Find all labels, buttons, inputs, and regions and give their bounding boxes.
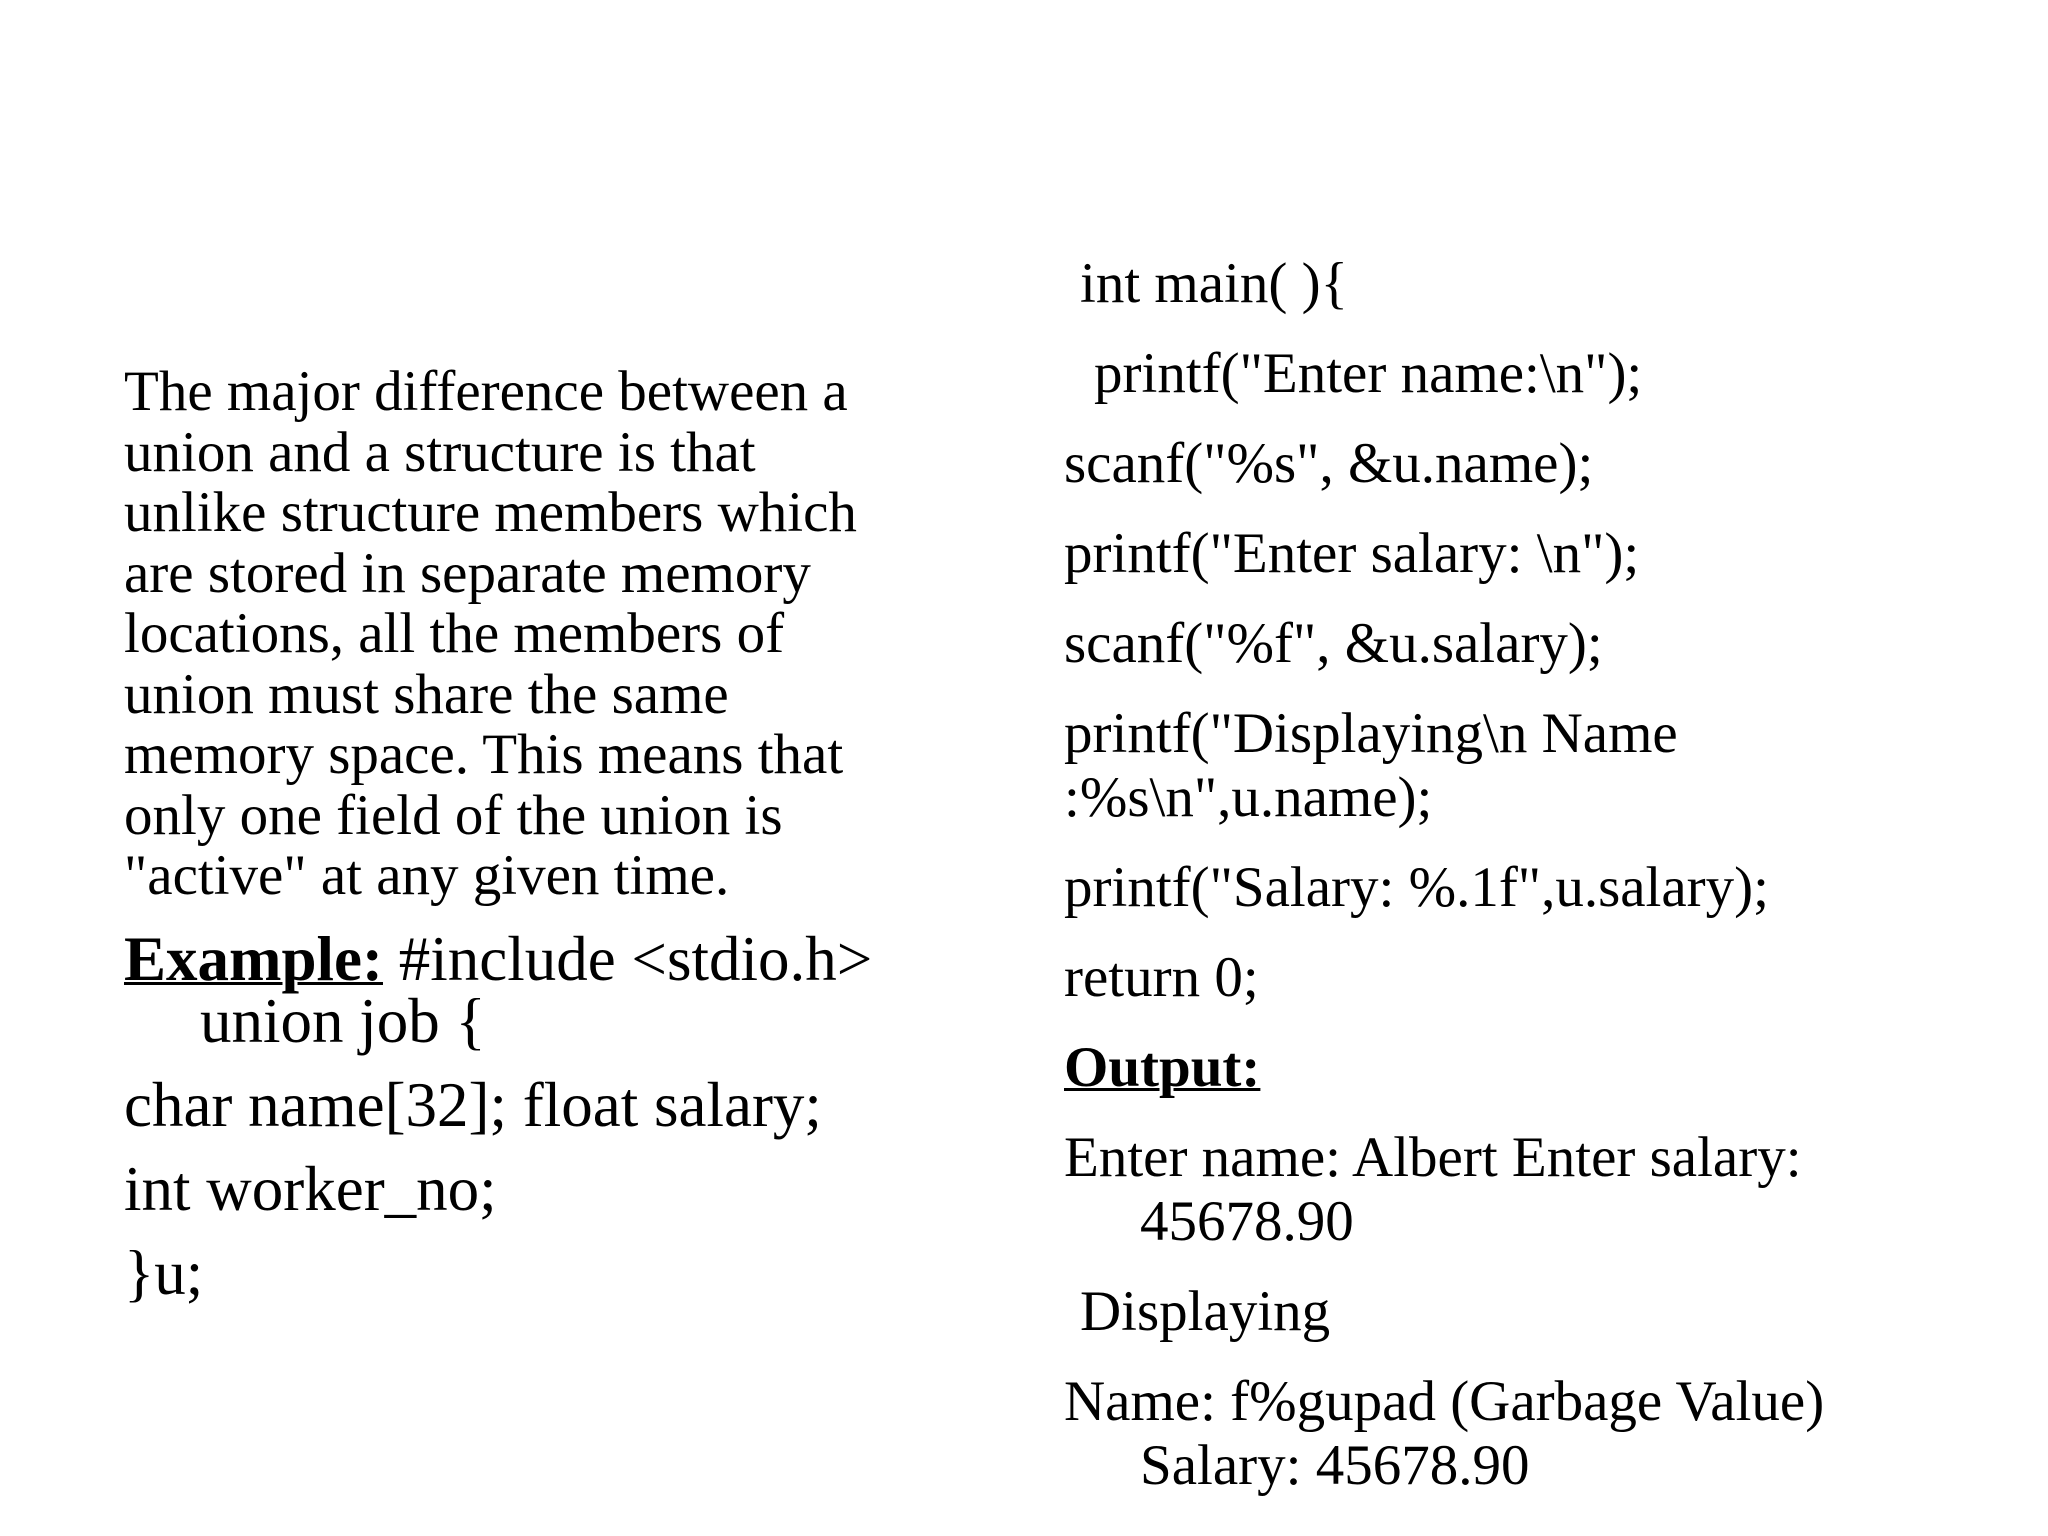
scanf-salary-line: scanf("%f", &u.salary); <box>1064 612 1603 675</box>
include-directive: #include <stdio.h> <box>382 923 873 994</box>
output-line-2: 45678.90 <box>1140 1190 1354 1253</box>
left-column <box>124 362 984 1307</box>
output-line-3: Displaying <box>1080 1280 1331 1343</box>
output-line-1: Enter name: Albert Enter salary: <box>1064 1126 1802 1189</box>
return-line: return 0; <box>1064 946 1259 1009</box>
output-line-4: Name: f%gupad (Garbage Value) <box>1064 1370 1825 1433</box>
main-open-line: int main( ){ <box>1080 252 1348 315</box>
example-line <box>124 925 984 993</box>
printf-salary-line: printf("Enter salary: \n"); <box>1064 522 1640 585</box>
union-worker-line: int worker_no; <box>124 1153 497 1224</box>
union-close-line: }u; <box>124 1237 204 1308</box>
output-line-5: Salary: 45678.90 <box>1140 1434 1530 1497</box>
example-label: Example: <box>124 923 383 994</box>
union-members-line: char name[32]; float salary; <box>124 1069 822 1140</box>
printf-display-line-1: printf("Displaying\n Name <box>1064 702 1678 765</box>
scanf-name-line: scanf("%s", &u.name); <box>1064 432 1594 495</box>
right-column <box>1064 252 2024 1524</box>
printf-salary-output-line: printf("Salary: %.1f",u.salary); <box>1064 856 1769 919</box>
output-label: Output: <box>1064 1036 1261 1099</box>
printf-display-line-2: :%s\n",u.name); <box>1064 766 1433 829</box>
union-open-line: union job { <box>200 985 486 1056</box>
intro-paragraph: The major difference between a union and a structure is that unlike structure members which are stored in separate memory locations, all the members of union must share the same memory space. This means that only one field of the union is "active" at any given time. <box>124 360 857 907</box>
printf-name-line: printf("Enter name:\n"); <box>1094 342 1643 405</box>
